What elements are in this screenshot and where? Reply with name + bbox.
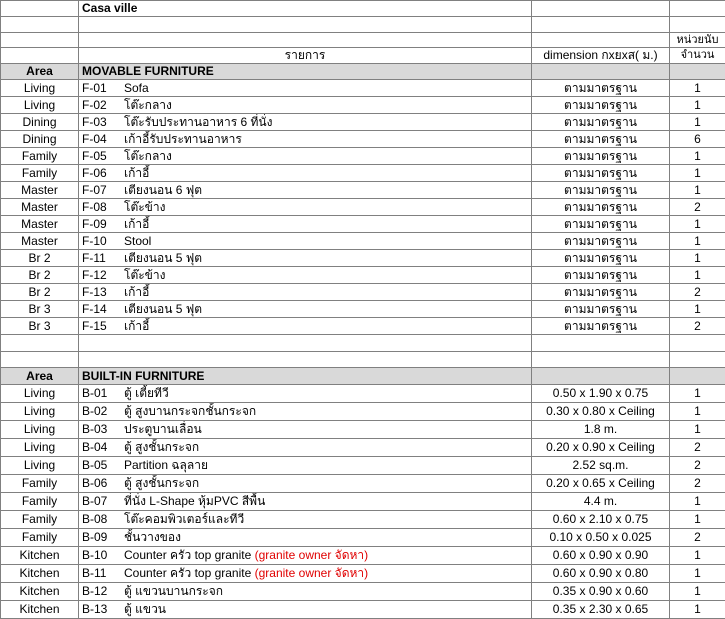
qty-cell: 2: [670, 284, 725, 301]
dimension-cell: ตามมาตรฐาน: [532, 318, 670, 335]
table-row: [1, 80, 725, 97]
qty-cell: 1: [670, 182, 725, 199]
item-code: B-07: [82, 493, 124, 510]
dimension-cell: 0.35 x 2.30 x 0.65: [532, 601, 670, 619]
table-row: [1, 114, 725, 131]
item-note: (granite owner จัดหา): [255, 566, 369, 580]
table-row: [1, 583, 725, 601]
project-title: Casa ville: [79, 1, 532, 17]
table-row: [1, 131, 725, 148]
area-cell: Master: [1, 233, 79, 250]
table-body: [1, 1, 725, 619]
item-cell: [79, 301, 532, 318]
item-code: F-03: [82, 114, 124, 130]
item-cell: [79, 114, 532, 131]
dimension-cell: ตามมาตรฐาน: [532, 131, 670, 148]
table-row: [1, 565, 725, 583]
qty-cell: 1: [670, 421, 725, 439]
item-cell: [79, 267, 532, 284]
qty-cell: 2: [670, 475, 725, 493]
area-cell: Family: [1, 511, 79, 529]
qty-cell: 1: [670, 601, 725, 619]
item-cell: [79, 131, 532, 148]
item-code: F-06: [82, 165, 124, 181]
item-name: โต๊ะรับประทานอาหาร 6 ที่นั่ง: [124, 115, 272, 129]
table-row: [1, 165, 725, 182]
item-cell: [79, 165, 532, 182]
item-cell: [79, 216, 532, 233]
blank-row: [1, 17, 725, 33]
item-code: B-10: [82, 547, 124, 564]
item-name: เก้าอี้: [124, 217, 149, 231]
area-cell: Living: [1, 403, 79, 421]
dimension-cell: ตามมาตรฐาน: [532, 199, 670, 216]
area-cell: Living: [1, 421, 79, 439]
qty-cell: 2: [670, 318, 725, 335]
item-name: Stool: [124, 234, 151, 248]
item-cell: [79, 493, 532, 511]
item-name: Partition ฉลุลาย: [124, 458, 208, 472]
dimension-cell: ตามมาตรฐาน: [532, 148, 670, 165]
area-cell: Br 2: [1, 267, 79, 284]
area-cell: Family: [1, 493, 79, 511]
area-cell: Master: [1, 216, 79, 233]
table-row: [1, 385, 725, 403]
table-row: [1, 421, 725, 439]
area-cell: Dining: [1, 131, 79, 148]
item-name: เตียงนอน 5 ฟุต: [124, 302, 202, 316]
area-cell: Br 3: [1, 301, 79, 318]
area-cell: Kitchen: [1, 583, 79, 601]
area-cell: Kitchen: [1, 547, 79, 565]
qty-cell: 1: [670, 565, 725, 583]
qty-cell: 1: [670, 80, 725, 97]
item-name: ตู้ สูงชั้นกระจก: [124, 440, 199, 454]
item-code: B-05: [82, 457, 124, 474]
item-name: ตู้ แขวนบานกระจก: [124, 584, 223, 598]
item-header: รายการ: [79, 48, 532, 64]
area-cell: Kitchen: [1, 565, 79, 583]
dimension-cell: 0.30 x 0.80 x Ceiling: [532, 403, 670, 421]
item-cell: [79, 80, 532, 97]
dimension-cell: 0.60 x 2.10 x 0.75: [532, 511, 670, 529]
section-title: MOVABLE FURNITURE: [79, 64, 532, 80]
area-cell: Br 2: [1, 250, 79, 267]
item-name: เก้าอี้: [124, 319, 149, 333]
item-name: ที่นั่ง L-Shape หุ้มPVC สีพื้น: [124, 494, 265, 508]
item-code: F-01: [82, 80, 124, 96]
dimension-cell: 2.52 sq.m.: [532, 457, 670, 475]
dimension-cell: ตามมาตรฐาน: [532, 165, 670, 182]
item-code: B-02: [82, 403, 124, 420]
dimension-cell: ตามมาตรฐาน: [532, 97, 670, 114]
area-cell: Living: [1, 439, 79, 457]
item-code: F-08: [82, 199, 124, 215]
table-row: [1, 457, 725, 475]
item-code: B-04: [82, 439, 124, 456]
qty-cell: 2: [670, 439, 725, 457]
table-row: [1, 97, 725, 114]
dimension-cell: ตามมาตรฐาน: [532, 80, 670, 97]
dimension-cell: 0.20 x 0.90 x Ceiling: [532, 439, 670, 457]
qty-cell: 1: [670, 403, 725, 421]
qty-cell: 2: [670, 529, 725, 547]
item-cell: [79, 148, 532, 165]
table-row: [1, 439, 725, 457]
section-title: BUILT-IN FURNITURE: [79, 368, 532, 385]
area-cell: Living: [1, 457, 79, 475]
dimension-cell: ตามมาตรฐาน: [532, 250, 670, 267]
table-row: [1, 250, 725, 267]
item-cell: [79, 529, 532, 547]
cell-empty: [1, 1, 79, 17]
dimension-cell: 0.60 x 0.90 x 0.80: [532, 565, 670, 583]
item-note: (granite owner จัดหา): [255, 548, 369, 562]
item-cell: [79, 97, 532, 114]
qty-cell: 2: [670, 199, 725, 216]
table-row: [1, 529, 725, 547]
qty-cell: 1: [670, 267, 725, 284]
table-row: [1, 475, 725, 493]
dimension-cell: ตามมาตรฐาน: [532, 216, 670, 233]
item-code: F-05: [82, 148, 124, 164]
qty-cell: 1: [670, 97, 725, 114]
item-name: เก้าอี้: [124, 166, 149, 180]
item-cell: [79, 601, 532, 619]
item-code: F-11: [82, 250, 124, 266]
table-row: [1, 511, 725, 529]
item-cell: [79, 233, 532, 250]
area-cell: Living: [1, 97, 79, 114]
dimension-cell: ตามมาตรฐาน: [532, 267, 670, 284]
item-cell: [79, 583, 532, 601]
item-code: F-10: [82, 233, 124, 249]
section-header-movable: [1, 64, 725, 80]
item-name: Sofa: [124, 81, 149, 95]
item-code: F-12: [82, 267, 124, 283]
dimension-header: dimension กxยxส( ม.): [532, 48, 670, 64]
dimension-cell: ตามมาตรฐาน: [532, 182, 670, 199]
dimension-cell: 0.50 x 1.90 x 0.75: [532, 385, 670, 403]
table-row: [1, 547, 725, 565]
qty-cell: 1: [670, 493, 725, 511]
qty-cell: 1: [670, 233, 725, 250]
dimension-cell: 0.20 x 0.65 x Ceiling: [532, 475, 670, 493]
qty-cell: 1: [670, 114, 725, 131]
area-cell: Living: [1, 80, 79, 97]
qty-cell: 6: [670, 131, 725, 148]
dimension-cell: ตามมาตรฐาน: [532, 284, 670, 301]
table-row: [1, 318, 725, 335]
qty-cell: 1: [670, 583, 725, 601]
item-cell: [79, 318, 532, 335]
area-cell: Master: [1, 199, 79, 216]
item-code: B-01: [82, 385, 124, 402]
table-row: [1, 493, 725, 511]
area-cell: Kitchen: [1, 601, 79, 619]
item-cell: [79, 385, 532, 403]
header-row-unit: [1, 33, 725, 48]
dimension-cell: 0.10 x 0.50 x 0.025: [532, 529, 670, 547]
item-cell: [79, 565, 532, 583]
area-cell: Family: [1, 148, 79, 165]
qty-cell: 1: [670, 385, 725, 403]
unit-header: หน่วยนับ: [670, 33, 725, 48]
item-code: B-11: [82, 565, 124, 582]
item-name: ตู้ สูงชั้นกระจก: [124, 476, 199, 490]
qty-cell: 2: [670, 457, 725, 475]
table-row: [1, 233, 725, 250]
dimension-cell: 0.35 x 0.90 x 0.60: [532, 583, 670, 601]
item-name: โต๊ะคอมพิวเตอร์และทีวี: [124, 512, 244, 526]
qty-cell: 1: [670, 216, 725, 233]
area-header: Area: [1, 368, 79, 385]
item-cell: [79, 284, 532, 301]
qty-cell: 1: [670, 511, 725, 529]
item-code: B-12: [82, 583, 124, 600]
item-code: B-13: [82, 601, 124, 618]
item-name: ตู้ เตี้ยทีวี: [124, 386, 169, 400]
item-name: โต๊ะข้าง: [124, 268, 165, 282]
table-row: [1, 148, 725, 165]
qty-cell: 1: [670, 547, 725, 565]
item-name: เก้าอี้รับประทานอาหาร: [124, 132, 242, 146]
item-name: Counter ครัว top granite: [124, 566, 251, 580]
item-cell: [79, 475, 532, 493]
table-row: [1, 199, 725, 216]
qty-cell: 1: [670, 165, 725, 182]
item-name: Counter ครัว top granite: [124, 548, 251, 562]
item-code: F-13: [82, 284, 124, 300]
title-row: [1, 1, 725, 17]
item-cell: [79, 457, 532, 475]
table-row: [1, 301, 725, 318]
table-row: [1, 216, 725, 233]
item-code: B-09: [82, 529, 124, 546]
item-code: F-02: [82, 97, 124, 113]
table-row: [1, 182, 725, 199]
item-name: เตียงนอน 6 ฟุต: [124, 183, 202, 197]
table-row: [1, 403, 725, 421]
item-name: เตียงนอน 5 ฟุต: [124, 251, 202, 265]
item-cell: [79, 511, 532, 529]
table-row: [1, 601, 725, 619]
area-cell: Dining: [1, 114, 79, 131]
item-code: F-15: [82, 318, 124, 334]
cell-empty: [532, 1, 670, 17]
dimension-cell: ตามมาตรฐาน: [532, 233, 670, 250]
qty-cell: 1: [670, 301, 725, 318]
item-code: B-08: [82, 511, 124, 528]
item-code: F-04: [82, 131, 124, 147]
area-cell: Family: [1, 529, 79, 547]
qty-cell: 1: [670, 250, 725, 267]
dimension-cell: 4.4 m.: [532, 493, 670, 511]
area-cell: Master: [1, 182, 79, 199]
area-header: Area: [1, 64, 79, 80]
item-name: โต๊ะกลาง: [124, 149, 172, 163]
table-row: [1, 267, 725, 284]
dimension-cell: ตามมาตรฐาน: [532, 114, 670, 131]
area-cell: Family: [1, 475, 79, 493]
blank-row: [1, 352, 725, 368]
dimension-cell: 1.8 m.: [532, 421, 670, 439]
item-cell: [79, 421, 532, 439]
item-name: ชั้นวางของ: [124, 530, 181, 544]
table-row: [1, 284, 725, 301]
area-cell: Family: [1, 165, 79, 182]
item-cell: [79, 182, 532, 199]
item-name: ตู้ สูงบานกระจกชั้นกระจก: [124, 404, 256, 418]
area-cell: Br 2: [1, 284, 79, 301]
area-cell: Living: [1, 385, 79, 403]
item-name: ประตูบานเลื่อน: [124, 422, 202, 436]
item-name: เก้าอี้: [124, 285, 149, 299]
item-code: F-07: [82, 182, 124, 198]
blank-row: [1, 335, 725, 352]
dimension-cell: ตามมาตรฐาน: [532, 301, 670, 318]
qty-header: จำนวน: [670, 48, 725, 64]
item-code: F-14: [82, 301, 124, 317]
item-cell: [79, 547, 532, 565]
item-code: B-03: [82, 421, 124, 438]
area-cell: Br 3: [1, 318, 79, 335]
item-name: โต๊ะกลาง: [124, 98, 172, 112]
item-cell: [79, 403, 532, 421]
item-name: โต๊ะข้าง: [124, 200, 165, 214]
item-cell: [79, 199, 532, 216]
item-code: F-09: [82, 216, 124, 232]
item-name: ตู้ แขวน: [124, 602, 166, 616]
cell-empty: [670, 1, 725, 17]
section-header-builtin: [1, 368, 725, 385]
item-cell: [79, 250, 532, 267]
qty-cell: 1: [670, 148, 725, 165]
item-cell: [79, 439, 532, 457]
dimension-cell: 0.60 x 0.90 x 0.90: [532, 547, 670, 565]
item-code: B-06: [82, 475, 124, 492]
header-row: [1, 48, 725, 64]
